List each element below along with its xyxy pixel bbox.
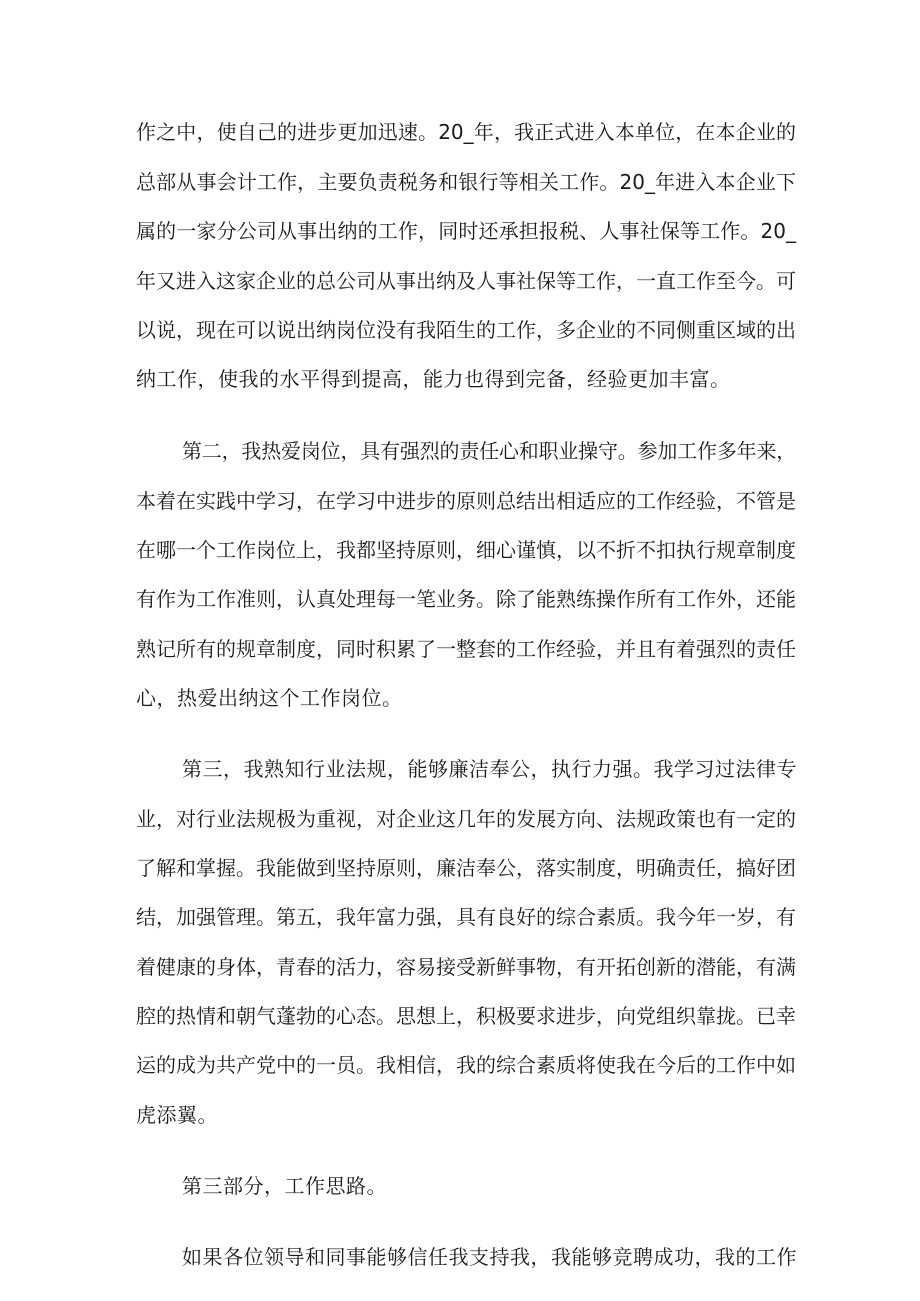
text-line: 总部从事会计工作，主要负责税务和银行等相关工作。20_年进入本企业下 (136, 170, 796, 194)
text-line: 第二，我热爱岗位，具有强烈的责任心和职业操守。参加工作多年来， (182, 439, 796, 463)
text-line: 本着在实践中学习，在学习中进步的原则总结出相适应的工作经验，不管是 (136, 489, 796, 513)
text-line: 作之中，使自己的进步更加迅速。20_年，我正式进入本单位，在本企业的 (136, 120, 796, 144)
text-line: 年又进入这家企业的总公司从事出纳及人事社保等工作，一直工作至今。可 (136, 269, 796, 293)
section-heading: 第三部分，工作思路。 (182, 1174, 387, 1198)
text-line: 运的成为共产党中的一员。我相信，我的综合素质将使我在今后的工作中如 (136, 1053, 796, 1077)
text-line: 属的一家分公司从事出纳的工作，同时还承担报税、人事社保等工作。20_ (136, 219, 796, 243)
text-line: 结，加强管理。第五，我年富力强，具有良好的综合素质。我今年一岁，有 (136, 905, 796, 929)
text-line: 如果各位领导和同事能够信任我支持我，我能够竞聘成功，我的工作 (182, 1245, 797, 1269)
text-line: 有作为工作准则，认真处理每一笔业务。除了能熟练操作所有工作外，还能 (136, 587, 796, 611)
text-line: 熟记所有的规章制度，同时积累了一整套的工作经验，并且有着强烈的责任 (136, 637, 796, 661)
text-line: 着健康的身体，青春的活力，容易接受新鲜事物，有开拓创新的潜能，有满 (136, 955, 796, 979)
text-line: 纳工作，使我的水平得到提高，能力也得到完备，经验更加丰富。 (136, 367, 731, 391)
text-line: 腔的热情和朝气蓬勃的心态。思想上，积极要求进步，向党组织靠拢。已幸 (136, 1004, 796, 1028)
text-line: 以说，现在可以说出纳岗位没有我陌生的工作，多企业的不同侧重区域的出 (136, 318, 796, 342)
text-line: 在哪一个工作岗位上，我都坚持原则，细心谨慎，以不折不扣执行规章制度 (136, 538, 796, 562)
text-line: 第三，我熟知行业法规，能够廉洁奉公，执行力强。我学习过法律专 (182, 757, 797, 781)
text-line: 心，热爱出纳这个工作岗位。 (136, 686, 403, 710)
text-line: 虎添翼。 (136, 1103, 218, 1127)
text-line: 了解和掌握。我能做到坚持原则，廉洁奉公，落实制度，明确责任，搞好团 (136, 856, 796, 880)
text-line: 业，对行业法规极为重视，对企业这几年的发展方向、法规政策也有一定的 (136, 807, 796, 831)
